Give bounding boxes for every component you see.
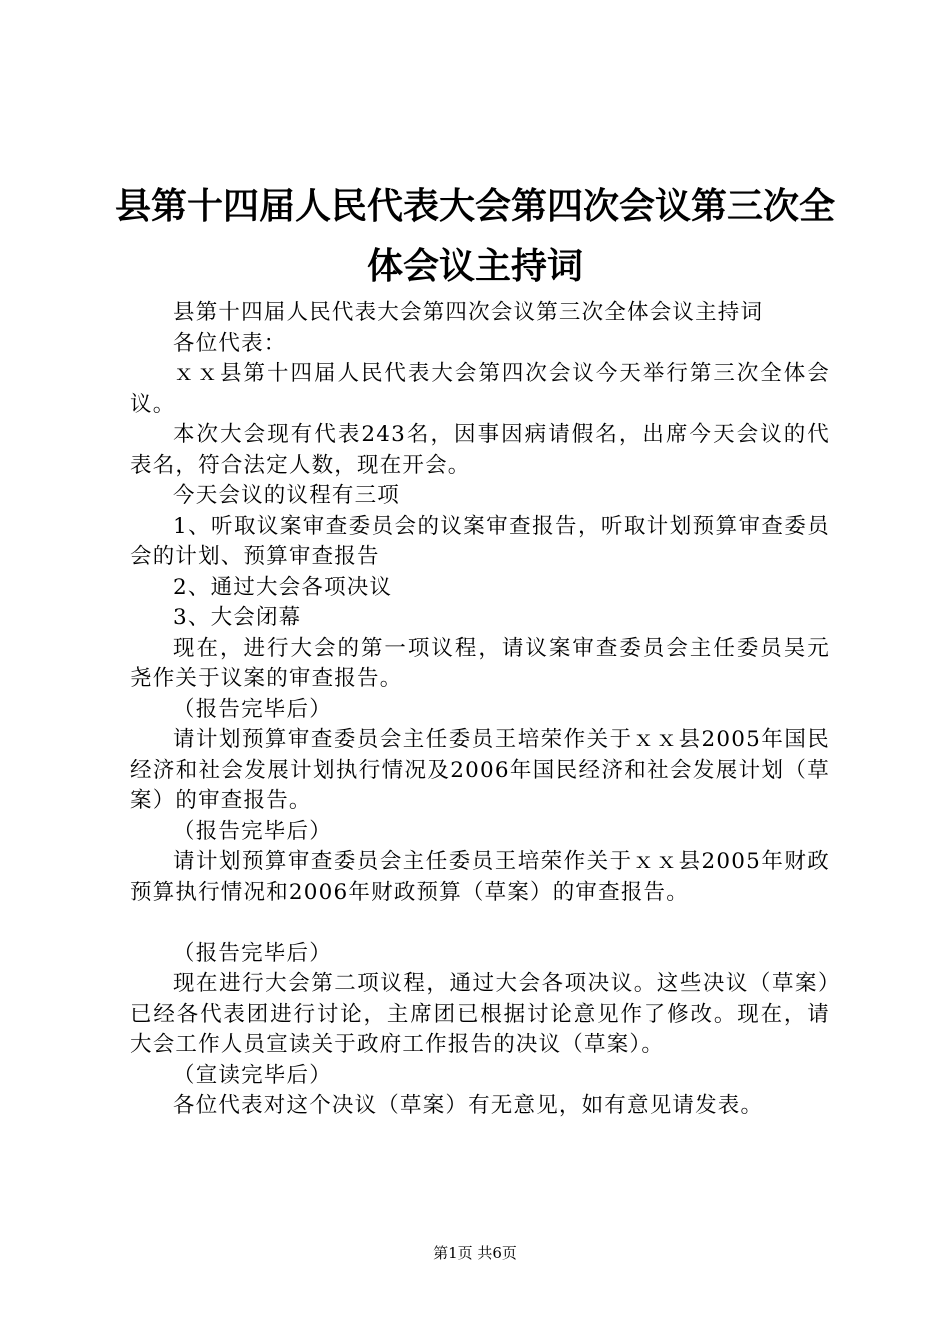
document-body: [130, 298, 830, 1122]
paragraph: 县第十四届人民代表大会第四次会议第三次全体会议主持词: [173, 300, 764, 325]
paragraph: ｘｘ县第十四届人民代表大会第四次会议今天举行第三次全体会议。: [130, 361, 830, 417]
paragraph: 各位代表：: [173, 330, 287, 356]
paragraph: 3、大会闭幕: [173, 605, 302, 630]
paragraph: 本次大会现有代表243名，因事因病请假名，出席今天会议的代表名，符合法定人数，现在开会。: [130, 422, 830, 478]
paragraph: 2、通过大会各项决议: [173, 574, 393, 600]
paragraph: 各位代表对这个决议（草案）有无意见，如有意见请发表。: [173, 1093, 764, 1118]
title-line-1: 县第十四届人民代表大会第四次会议第三次全: [114, 185, 835, 227]
title-line-2: 体会议主持词: [366, 245, 583, 287]
paragraph: （报告完毕后）: [173, 940, 332, 966]
paragraph: 请计划预算审查委员会主任委员王培荣作关于ｘｘ县2005年财政预算执行情况和2006年财政预算（草案）的审查报告。: [130, 849, 830, 905]
page-number-footer: 第1页 共6页: [433, 1244, 517, 1262]
paragraph: 现在，进行大会的第一项议程，请议案审查委员会主任委员吴元尧作关于议案的审查报告。: [130, 635, 830, 691]
document-title: [100, 176, 850, 296]
paragraph: （报告完毕后）: [173, 818, 332, 844]
paragraph: 1、听取议案审查委员会的议案审查报告，听取计划预算审查委员会的计划、预算审查报告: [130, 513, 830, 569]
paragraph: 现在进行大会第二项议程，通过大会各项决议。这些决议（草案）已经各代表团进行讨论，主席团已根据讨论意见作了修改。现在，请大会工作人员宣读关于政府工作报告的决议（草案）。: [130, 971, 830, 1057]
paragraph: （报告完毕后）: [173, 696, 332, 722]
paragraph: 今天会议的议程有三项: [173, 483, 401, 508]
paragraph: 请计划预算审查委员会主任委员王培荣作关于ｘｘ县2005年国民经济和社会发展计划执行情况及2006年国民经济和社会发展计划（草案）的审查报告。: [130, 727, 830, 813]
paragraph: （宣读完毕后）: [173, 1062, 332, 1088]
blank-line: [130, 908, 830, 939]
